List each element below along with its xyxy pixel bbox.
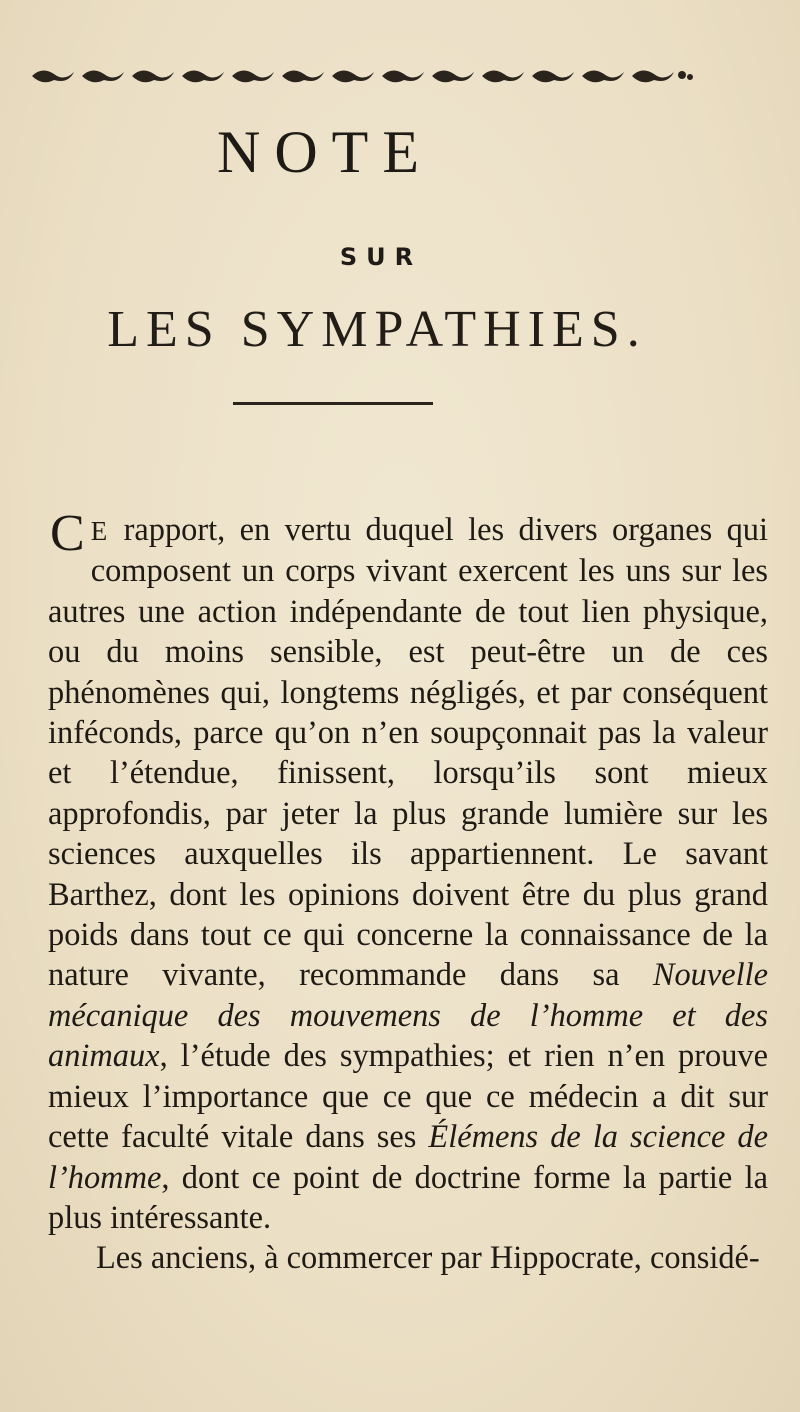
- book-title-nouvelle-mecanique: Nouvelle mécanique des mouvemens de l’homme et des animaux: [48, 957, 768, 1075]
- paragraph-2: Les anciens, à commercer par Hippocrate, considé-: [96, 1240, 760, 1277]
- paragraph-1-text-c: , dont ce point de doctrine forme la partie la plus intéressante.: [48, 1159, 768, 1236]
- paragraph-1-text-b: , l’étude des sympathies; et rien n’en prouve mieux l’importance que ce que ce médecin a dit sur cette faculté vitale dans ses: [48, 1038, 768, 1156]
- title-sur: SUR: [339, 243, 423, 271]
- page-title: NOTE: [217, 119, 433, 185]
- drop-cap: C: [50, 505, 85, 562]
- section-rule: [233, 402, 433, 405]
- paragraph-1: [48, 505, 768, 1238]
- fleuron-ornament-band: [28, 62, 696, 90]
- page-subtitle: LES SYMPATHIES.: [107, 301, 647, 358]
- body-text: [48, 505, 768, 1279]
- small-cap: E: [90, 516, 110, 546]
- book-title-elemens: Élémens de la science de l’homme: [48, 1119, 768, 1196]
- paragraph-1-text-a: rapport, en vertu duquel les divers organes qui composent un corps vivant exercent les uns sur les autres une action indépendante de tout lien physique, ou du moins sensible, est peut-être un de ces phénomènes qui, longtems négligés, et par conséquent inféconds, parce qu’on n’en soupçonnait pas la valeur et l’étendue, finissent, lorsqu’ils sont mieux approfondis, par jeter la plus grande lumière sur les sciences auxquelles ils appartiennent. Le savant Barthez, dont les opinions doivent être du plus grand poids dans tout ce qui concerne la connaissance de la nature vivante, recommande dans sa: [48, 512, 768, 994]
